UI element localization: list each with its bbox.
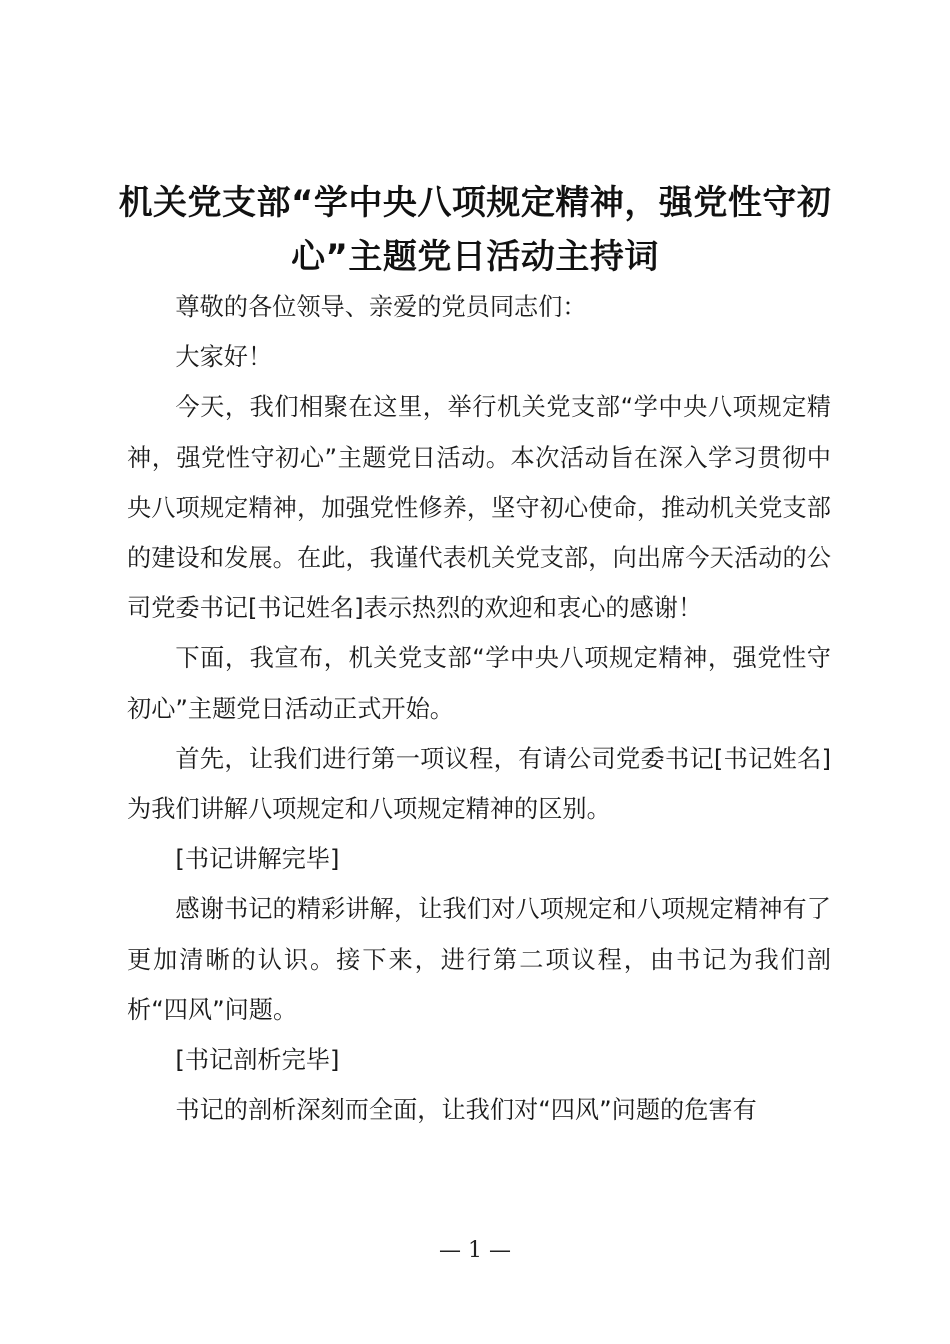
paragraph-continuation: 书记的剖析深刻而全面，让我们对“四风”问题的危害有: [175, 1096, 757, 1125]
document-title: 机关党支部“学中央八项规定精神，强党性守初心”主题党日活动主持词: [118, 183, 832, 277]
paragraph-announcement: 下面，我宣布，机关党支部“学中央八项规定精神，强党性守初心”主题党日活动正式开始。: [127, 644, 831, 723]
paragraph-opening: 今天，我们相聚在这里，举行机关党支部“学中央八项规定精神，强党性守初心”主题党日活动。本次活动旨在深入学习贯彻中央八项规定精神，加强党性修养，坚守初心使命，推动机关党支部的建设和发展。在此，我谨代表机关党支部，向出席今天活动的公司党委书记[书记姓名]表示热烈的欢迎和衷心的感谢！: [127, 393, 831, 623]
paragraph-salutation: 尊敬的各位领导、亲爱的党员同志们：: [175, 293, 587, 321]
page-number: — 1 —: [439, 1238, 511, 1263]
paragraph-stage-note-one: [书记讲解完毕]: [175, 845, 340, 874]
document-body: [127, 282, 831, 1135]
paragraph-agenda-one: 首先，让我们进行第一项议程，有请公司党委书记[书记姓名]为我们讲解八项规定和八项规定精神的区别。: [127, 744, 831, 824]
paragraph-greeting: 大家好！: [175, 343, 273, 372]
paragraph-agenda-two: 感谢书记的精彩讲解，让我们对八项规定和八项规定精神有了更加清晰的认识。接下来，进行第二项议程，由书记为我们剖析“四风”问题。: [127, 895, 831, 1024]
paragraph-stage-note-two: [书记剖析完毕]: [175, 1046, 340, 1075]
